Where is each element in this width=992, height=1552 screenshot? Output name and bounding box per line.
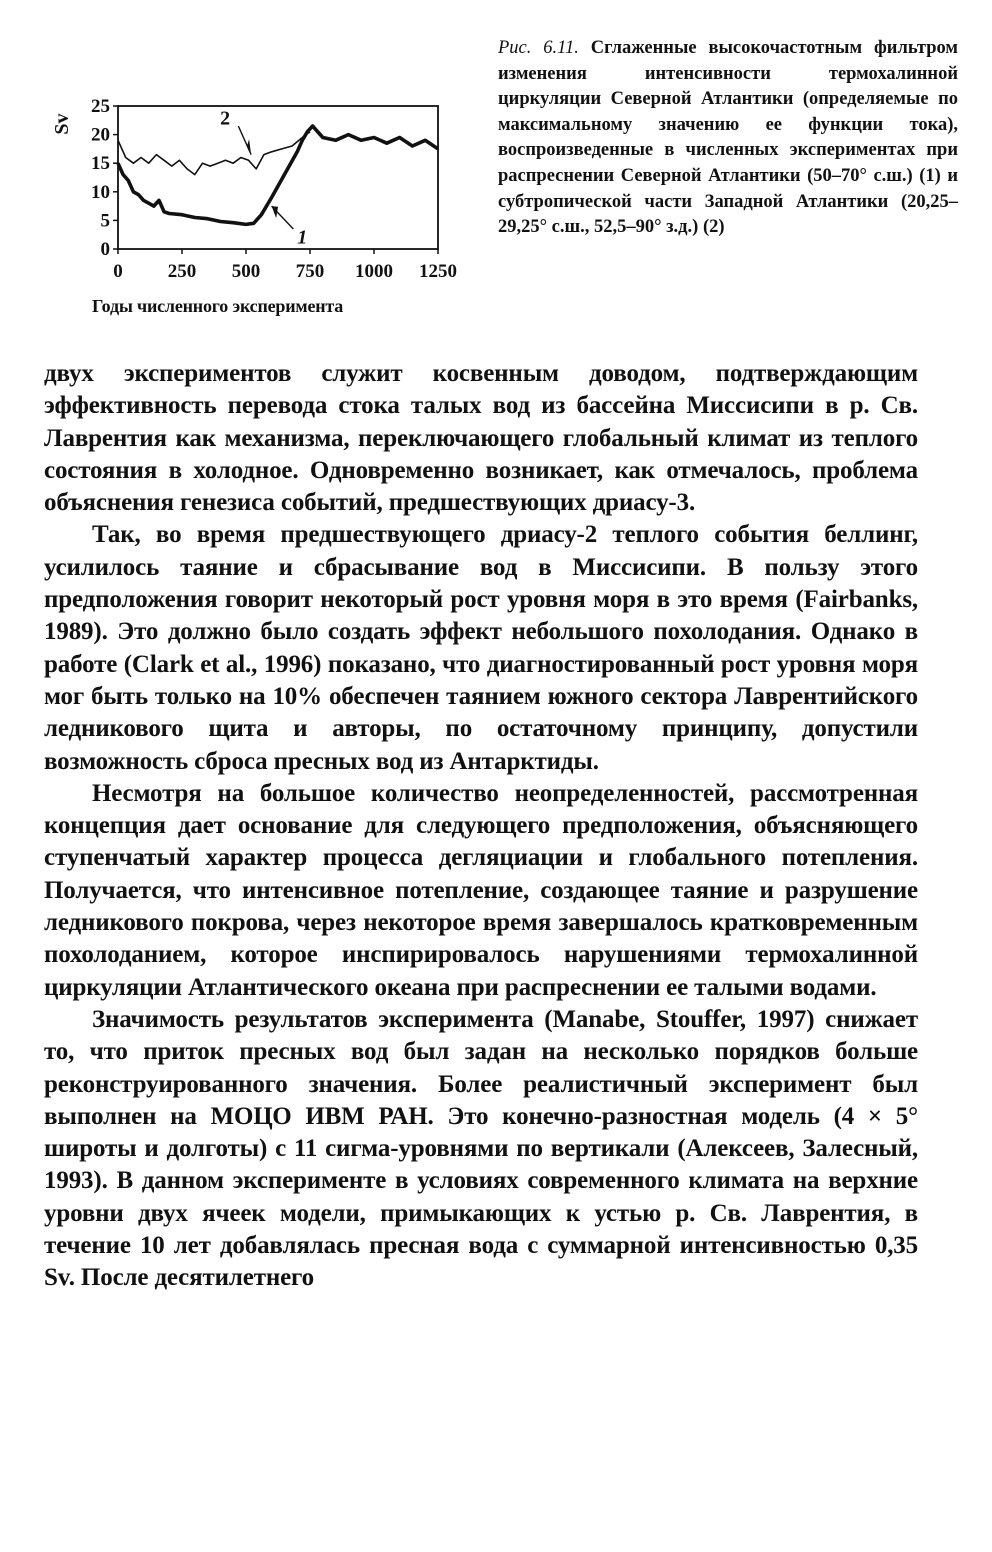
figure	[40, 28, 959, 348]
x-tick-label: 1000	[355, 261, 393, 282]
y-tick-label: 15	[91, 153, 110, 175]
series-line-1	[118, 126, 438, 224]
caption-label: Рис. 6.11.	[498, 38, 579, 58]
paragraph: Значимость результатов эксперимента (Manabe, Stouffer, 1997) снижает то, что приток пресных вод был задан на несколько порядков больше реконструированного значения. Более реалистичный эксперимент был выполнен на МОЦО ИВМ РАН. Это конечно-разностная модель (4 × 5° широты и долготы) с 11 сигма-уровнями по вертикали (Алексеев, Залесный, 1993). В данном эксперименте в условиях современного климата на верхние уровни двух ячеек модели, примыкающих к устью р. Св. Лаврентия, в течение 10 лет добавлялась пресная вода с суммарной интенсивностью 0,35 Sv. После десятилетнего	[44, 1005, 918, 1292]
y-tick-label: 10	[91, 181, 110, 203]
series-line-2	[118, 132, 310, 175]
figure-caption	[498, 36, 958, 241]
caption-text: Сглаженные высокочастотным фильтром изменения интенсивности термохалинной циркуляции Северной Атлантики (определяемые по максимальному значению ее функции тока), воспроизведенные в численных экспериментах при распреснении Северной Атлантики (50–70° с.ш.) (1) и субтропической части Западной Атлантики (20,25–29,25° с.ш., 52,5–90° з.д.) (2)	[498, 38, 959, 238]
chart-labels	[51, 96, 457, 282]
y-tick-label: 25	[91, 96, 110, 117]
y-tick-label: 20	[91, 124, 110, 146]
paragraph: Так, во время предшествующего дриасу-2 теплого события беллинг, усилилось таяние и сбрасывание вод в Миссисипи. В пользу этого предположения говорит некоторый рост уровня моря в это время (Fairbanks, 1989). Это должно было создать эффект небольшого похолодания. Однако в работе (Clark et al., 1996) показано, что диагностированный рост уровня моря мог быть только на 10% обеспечен таянием южного сектора Лаврентийского ледникового щита и авторы, по остаточному принципу, допустили возможность сброса пресных вод из Антарктиды.	[44, 521, 918, 775]
chart-series	[118, 126, 438, 229]
annotation-2: 2	[220, 107, 231, 130]
x-tick-label: 500	[231, 261, 261, 282]
paragraph: Несмотря на большое количество неопределенностей, рассмотренная концепция дает основание для следующего предположения, объясняющего ступенчатый характер процесса дегляциации и глобального потепления. Получается, что интенсивное потепление, создающее таяние и разрушение ледникового покрова, через некоторое время завершалось кратковременным похолоданием, которое инспирировалось нарушениями термохалинной циркуляции Атлантического океана при распреснении ее талыми водами.	[44, 779, 918, 1001]
y-tick-label: 0	[100, 239, 110, 260]
chart-axes	[113, 106, 438, 254]
plot-frame	[118, 106, 438, 249]
annotation-1-arrowhead	[272, 206, 278, 218]
x-tick-label: 0	[113, 261, 123, 282]
annotation-1: 1	[297, 226, 308, 249]
chart-x-axis-label: Годы численного эксперимента	[92, 296, 344, 316]
y-axis-label: Sv	[51, 113, 73, 135]
chart	[40, 52, 510, 352]
chart-svg	[40, 52, 470, 302]
y-tick-label: 5	[100, 210, 110, 232]
x-tick-label: 750	[295, 261, 325, 282]
body-text	[44, 358, 918, 1295]
x-tick-label: 250	[167, 261, 197, 282]
x-tick-label: 1250	[419, 261, 457, 282]
paragraph: двух экспериментов служит косвенным доводом, подтверждающим эффективность перевода стока талых вод из бассейна Миссисипи в р. Св. Лаврентия как механизма, переключающего глобальный климат из теплого состояния в холодное. Одновременно возникает, как отмечалось, проблема объяснения генезиса событий, предшествующих дриасу-3.	[44, 360, 918, 517]
